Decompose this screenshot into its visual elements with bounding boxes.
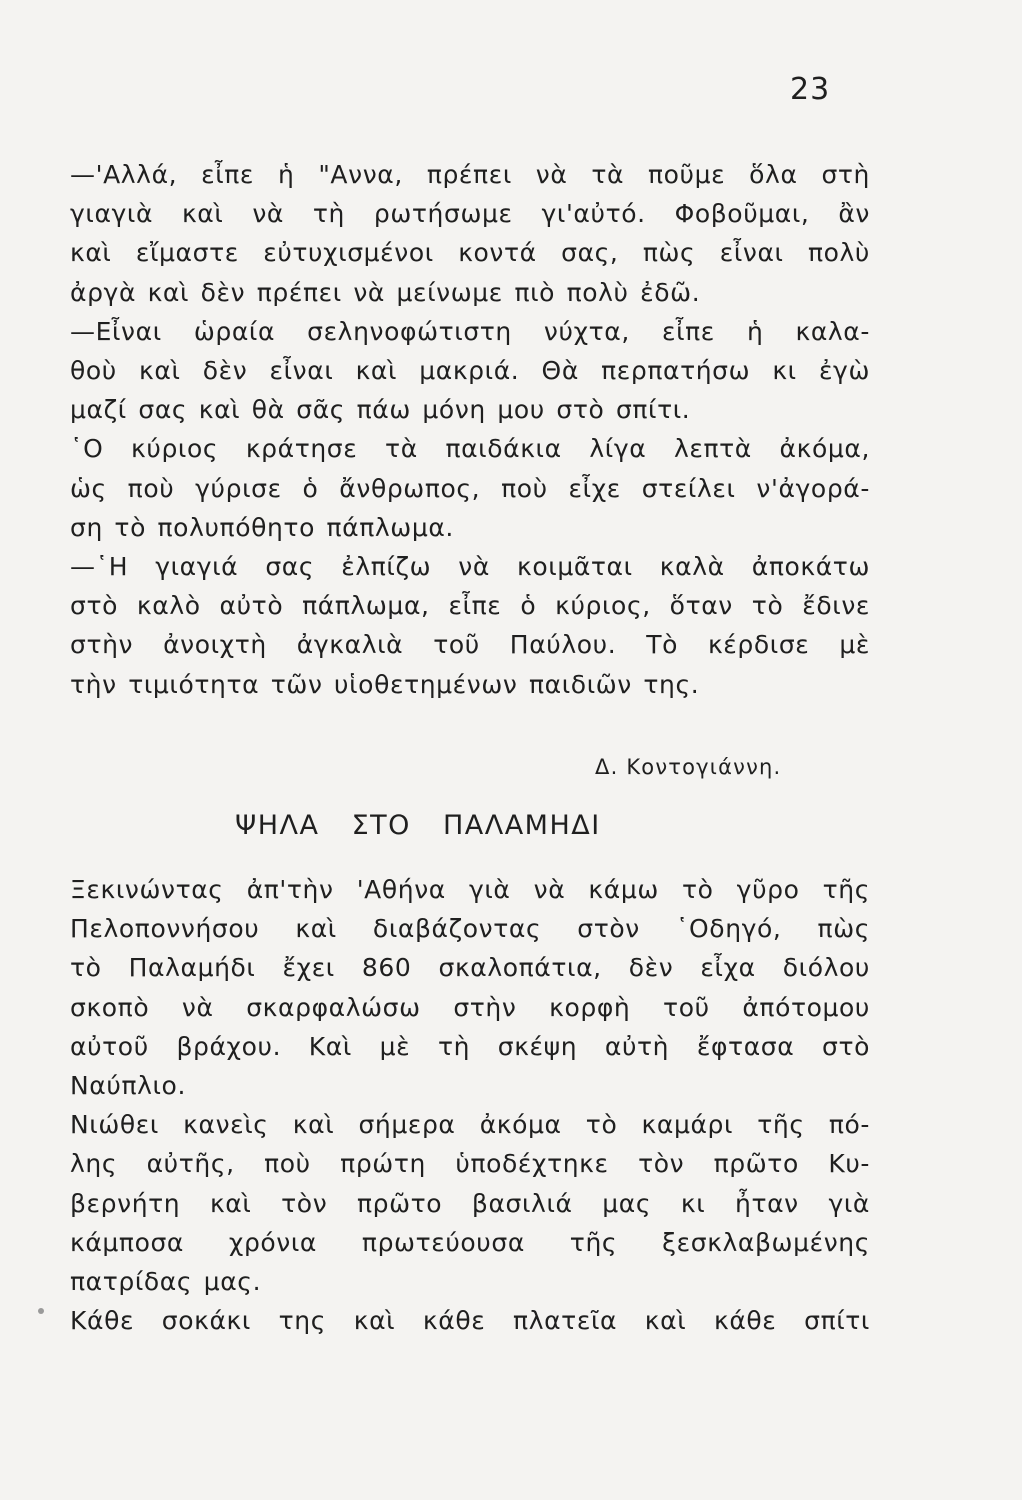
text-line: βερνήτη καὶ τὸν πρῶτο βασιλιά μας κι ἦταν γιὰ <box>70 1188 870 1218</box>
text-line: —῾Η γιαγιά σας ἐλπίζω νὰ κοιμᾶται καλὰ ἀποκάτω <box>70 552 870 582</box>
text-line: θοὺ καὶ δὲν εἶναι καὶ μακριά. Θὰ περπατήσω κι ἐγὼ <box>70 356 870 386</box>
text-line: μαζί σας καὶ θὰ σᾶς πάω μόνη μου στὸ σπίτι. <box>70 395 691 425</box>
section-heading: ΨΗΛΑ ΣΤΟ ΠΑΛΑΜΗΔΙ <box>235 810 601 841</box>
text-line: Νιώθει κανεὶς καὶ σήμερα ἀκόμα τὸ καμάρι τῆς πό- <box>70 1110 870 1140</box>
text-line: —'Αλλά, εἶπε ἡ "Αννα, πρέπει νὰ τὰ ποῦμε ὅλα στὴ <box>70 160 870 189</box>
text-line: Ναύπλιο. <box>70 1071 186 1101</box>
text-line: —Εἶναι ὡραία σεληνοφώτιστη νύχτα, εἶπε ἡ καλα- <box>70 316 870 346</box>
text-line: στὴν ἀνοιχτὴ ἀγκαλιὰ τοῦ Παύλου. Τὸ κέρδισε μὲ <box>70 630 870 660</box>
author-signature: Δ. Κοντογιάννη. <box>595 755 782 779</box>
text-line: Κάθε σοκάκι της καὶ κάθε πλατεῖα καὶ κάθε σπίτι <box>70 1306 870 1336</box>
text-line: λης αὐτῆς, ποὺ πρώτη ὑποδέχτηκε τὸν πρῶτο Κυ- <box>70 1149 870 1179</box>
text-line: σκοπὸ νὰ σκαρφαλώσω στὴν κορφὴ τοῦ ἀπότομου <box>70 992 870 1022</box>
story-ending-text <box>70 155 870 704</box>
paper-speck <box>38 1308 44 1314</box>
text-line: ση τὸ πολυπόθητο πάπλωμα. <box>70 512 454 542</box>
text-line: Ξεκινώντας ἀπ'τὴν 'Αθήνα γιὰ νὰ κάμω τὸ γῦρο τῆς <box>70 875 870 904</box>
text-line: ῾Ο κύριος κράτησε τὰ παιδάκια λίγα λεπτὰ ἀκόμα, <box>70 434 870 464</box>
text-line: ὡς ποὺ γύρισε ὁ ἄνθρωπος, ποὺ εἶχε στείλει ν'ἀγορά- <box>70 473 870 503</box>
text-line: ἀργὰ καὶ δὲν πρέπει νὰ μείνωμε πιὸ πολὺ ἐδῶ. <box>70 277 701 307</box>
text-line: τὸ Παλαμήδι ἔχει 860 σκαλοπάτια, δὲν εἶχα διόλου <box>70 953 870 983</box>
palamidi-text <box>70 870 870 1340</box>
text-line: γιαγιὰ καὶ νὰ τὴ ρωτήσωμε γι'αὐτό. Φοβοῦμαι, ἂν <box>70 199 870 229</box>
text-line: πατρίδας μας. <box>70 1267 262 1297</box>
text-line: αὐτοῦ βράχου. Καὶ μὲ τὴ σκέψη αὐτὴ ἔφτασα στὸ <box>70 1031 870 1061</box>
text-line: τὴν τιμιότητα τῶν υἱοθετημένων παιδιῶν της. <box>70 669 700 699</box>
text-line: καὶ εἴμαστε εὐτυχισμένοι κοντά σας, πὼς εἶναι πολὺ <box>70 238 870 268</box>
text-line: κάμποσα χρόνια πρωτεύουσα τῆς ξεσκλαβωμένης <box>70 1227 870 1257</box>
page-number: 23 <box>790 72 831 107</box>
text-line: στὸ καλὸ αὐτὸ πάπλωμα, εἶπε ὁ κύριος, ὅταν τὸ ἔδινε <box>70 591 870 621</box>
text-line: Πελοποννήσου καὶ διαβάζοντας στὸν ῾Οδηγό, πὼς <box>70 914 870 944</box>
